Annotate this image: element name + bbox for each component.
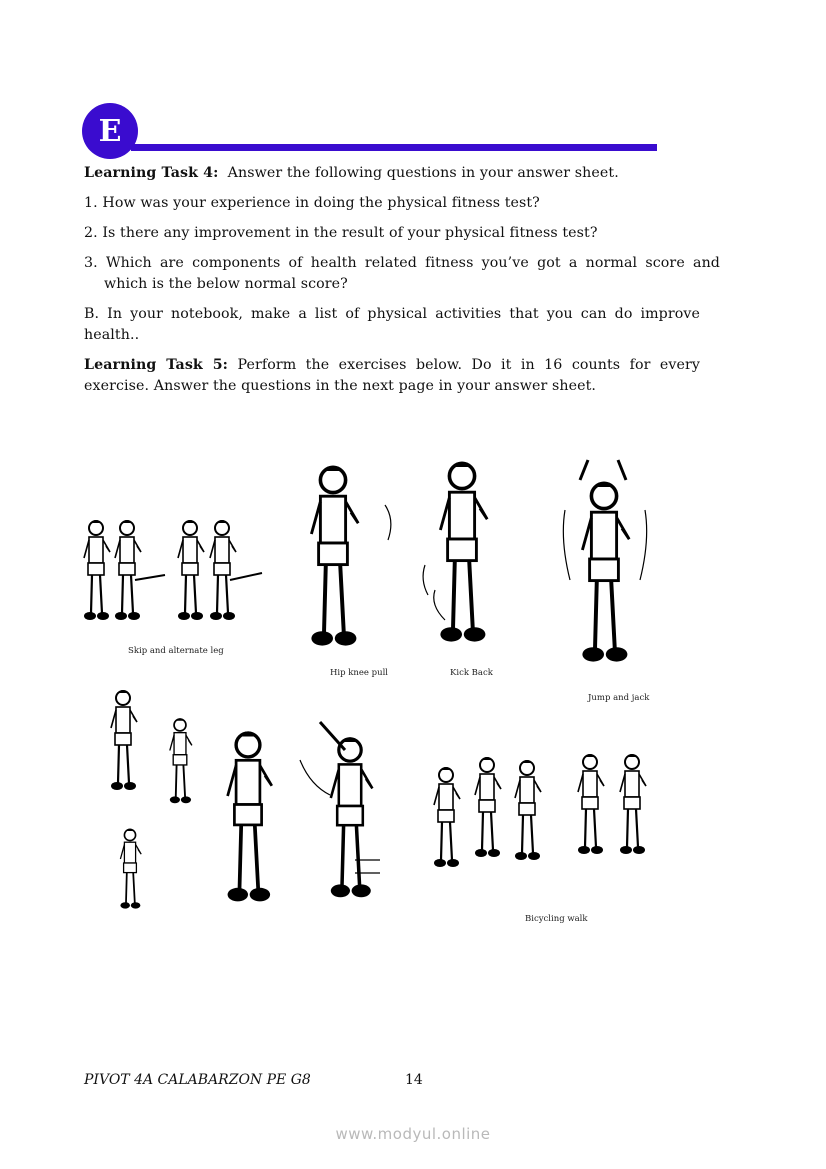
- lunge-arm-swing-figure: [300, 722, 380, 897]
- kick-back-figure: [423, 462, 487, 642]
- task4-heading: [84, 163, 700, 184]
- task4-instruction: Answer the following questions in your answer sheet.: [227, 165, 619, 181]
- footer-module-title: PIVOT 4A CALABARZON PE G8: [84, 1072, 311, 1088]
- question-3: 3. Which are components of health related fitness you’ve got a normal score and which is the below normal score?: [84, 255, 720, 292]
- skip-alternate-leg-figures: [84, 520, 262, 620]
- task4-label: Learning Task 4:: [84, 165, 219, 181]
- caption-kick-back: Kick Back: [450, 668, 493, 678]
- bicycling-walk-figures: [434, 754, 646, 867]
- question-1: 1. How was your experience in doing the physical fitness test?: [84, 195, 540, 211]
- page-number: 14: [405, 1072, 423, 1088]
- part-b-instruction: B. In your notebook, make a list of physical activities that you can do improve health..: [84, 306, 700, 343]
- watermark: www.modyul.online: [335, 1125, 491, 1143]
- jump-and-jack-figure: [563, 460, 646, 662]
- caption-bicycling-walk: Bicycling walk: [525, 914, 588, 924]
- hip-knee-pull-figure: [311, 466, 390, 646]
- question-2: 2. Is there any improvement in the result of your physical fitness test?: [84, 225, 598, 241]
- task5-heading: [84, 355, 700, 397]
- caption-hip-knee-pull: Hip knee pull: [330, 668, 389, 678]
- caption-skip-alternate-leg: Skip and alternate leg: [128, 646, 224, 656]
- task5-label: Learning Task 5:: [84, 357, 229, 373]
- lunge-figures: [111, 690, 272, 909]
- section-badge: E: [82, 103, 138, 159]
- caption-jump-and-jack: Jump and jack: [588, 693, 650, 703]
- section-divider: [131, 144, 657, 151]
- task5-instruction: Perform the exercises below. Do it in 16 counts for every exercise. Answer the questions in the next page in your answer sheet.: [84, 357, 701, 394]
- exercise-illustrations: [0, 440, 826, 940]
